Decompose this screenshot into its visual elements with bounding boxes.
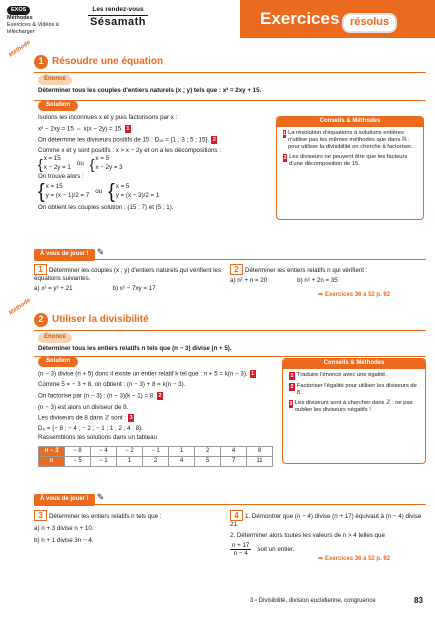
marker: 3 xyxy=(289,400,293,407)
marker: 2 xyxy=(158,393,162,400)
methode-2-title: Utiliser la divisibilité xyxy=(52,313,149,325)
marker: 1 xyxy=(290,372,294,379)
sol1-line3: On détermine les diviseurs positifs de 15 : D₁₅ = {1 ; 3 ; 5 ; 15}. xyxy=(38,136,210,144)
page-number: 83 xyxy=(414,596,423,605)
cm1-item2: Les diviseurs ne peuvent être que les facteurs d'une décomposition de 15. xyxy=(289,154,408,168)
exercise-4-number: 4 xyxy=(230,510,243,521)
methode-2-heading xyxy=(34,313,149,327)
marker: 2 xyxy=(212,137,216,144)
system-c: { x = 15 y = (x − 1)/2 = 7 xyxy=(38,180,90,203)
exos-badge: EXOS xyxy=(7,6,30,15)
enonce-2-label: Énoncé xyxy=(38,333,72,343)
exercises-link-2[interactable]: ➥ Exercices 36 à 52 p. 92 xyxy=(318,556,391,562)
solution-1-body xyxy=(38,114,268,211)
exercises-link-1[interactable]: ➥ Exercices 36 à 52 p. 92 xyxy=(318,292,391,298)
divider xyxy=(34,100,426,101)
exercise-2a: a) n² + n = 20 xyxy=(230,277,268,284)
methode-tag-2: Méthode xyxy=(8,297,32,317)
exercise-2-text: Déterminer les entiers relatifs n qui vérifient : xyxy=(245,267,368,274)
marker: 2 xyxy=(290,383,294,390)
system-a: { x = 15 x − 2y = 1 xyxy=(38,155,71,172)
fraction: n + 17 n − 4 xyxy=(232,541,250,558)
solution-2-body xyxy=(38,370,274,467)
a-vous-de-jouer-2: À vous de jouer ! ✎ xyxy=(34,492,104,506)
sol2-line7: Rassemblons les solutions dans un tableau xyxy=(38,434,158,442)
sol2-line6: D₈ = {− 8 ; − 4 ; − 2 ; − 1 ; 1 ; 2 ; 4 ; 8}. xyxy=(38,424,143,432)
solution-1-label: Solution xyxy=(38,101,78,111)
marker: 2 xyxy=(283,155,287,162)
banner-sub: résolus xyxy=(342,13,397,33)
exercices-banner xyxy=(240,0,435,38)
arrow-right-icon: ➥ xyxy=(318,292,324,298)
enonce-1-label: Énoncé xyxy=(38,75,72,85)
methode-1-title: Résoudre une équation xyxy=(52,55,164,67)
sol1-line5: On trouve alors : xyxy=(38,172,84,180)
marker: 3 xyxy=(129,415,133,422)
exercise-1 xyxy=(34,264,224,293)
exercise-4-part1: 1. Démontrer que (n − 4) divise (n + 17) équivaut à (n − 4) divise 21. xyxy=(230,513,422,528)
conseils-methodes-2 xyxy=(282,358,426,464)
divider xyxy=(34,72,426,73)
rendez-vous-logo xyxy=(88,6,148,36)
system-b: { x = 5 x − 2y = 3 xyxy=(89,155,123,172)
exercise-4-part3: soit un entier. xyxy=(257,545,295,553)
exercise-3-number: 3 xyxy=(34,510,47,521)
enonce-2: Déterminer tous les entiers relatifs n tels que (n − 3) divise (n + 5). xyxy=(38,345,232,352)
sol2-line2: Comme 5 = − 3 + 8, on obtient : (n − 3) + 8 = k(n − 3). xyxy=(38,381,186,389)
sol2-line4: (n − 3) est alors un diviseur de 8. xyxy=(38,403,129,411)
sol2-line3: On factorise par (n − 3) : (n − 3)(k − 1) = 8. xyxy=(38,392,155,400)
arrow-right-icon: ➥ xyxy=(318,556,324,562)
conseils-methodes-1 xyxy=(276,116,424,220)
rdv-line1: Les rendez-vous xyxy=(88,6,148,16)
marker: 1 xyxy=(251,371,255,377)
solutions-table xyxy=(38,446,273,467)
cm1-title: Conseils & Méthodes xyxy=(277,117,423,127)
methode-1-number: 1 xyxy=(34,55,48,69)
footer-chapter: 3 • Divisibilité, division euclidienne, congruence xyxy=(250,598,376,604)
cm2-item2: Factoriser l'égalité pour utiliser les diviseurs de 8. xyxy=(296,382,417,396)
cm2-item1: Traduire l'énoncé avec une égalité. xyxy=(297,371,387,378)
exercise-2b: b) n² + 2n = 35 xyxy=(297,277,338,284)
enonce-1: Déterminer tous les couples d'entiers naturels (x ; y) tels que : x² = 2xy + 15. xyxy=(38,87,262,94)
banner-title: Exercices xyxy=(260,9,340,28)
divider xyxy=(34,330,426,331)
cm1-item1: La résolution d'équations à solutions entières n'utilise pas les mêmes méthodes que dans ℝ : pour utiliser la divisibilité on cherche à factoriser. xyxy=(288,129,413,150)
table-row: n − 3 − 8 − 4 − 2 − 1 1 2 4 8 xyxy=(39,447,273,457)
divider xyxy=(34,259,426,260)
divider xyxy=(34,356,426,357)
exercise-1a: a) x² = y² + 21 xyxy=(34,284,73,292)
solution-2-label: Solution xyxy=(38,357,78,367)
exercise-3 xyxy=(34,510,224,545)
exercise-2 xyxy=(230,264,426,285)
sol1-line6: On obtient les couples solution : (15 ; 7) et (5 ; 1). xyxy=(38,203,174,211)
exercise-3b: b) n + 1 divise 3n − 4. xyxy=(34,536,94,544)
sol2-line1: (n − 3) divise (n + 5) donc il existe un entier relatif k tel que : n + 5 = k(n − 3). xyxy=(38,370,248,378)
ou-label: ou xyxy=(95,187,103,195)
sesamath-logo: Sésamath xyxy=(90,16,146,29)
methode-tag-1: Méthode xyxy=(8,39,32,59)
marker: 1 xyxy=(283,130,287,137)
ou-label: ou xyxy=(76,159,84,167)
exercise-1-text: Déterminer les couples (x ; y) d'entiers naturels qui vérifient les équations suivantes. xyxy=(34,267,222,282)
cm2-item3: Les diviseurs sont à chercher dans ℤ : ne pas oublier les diviseurs négatifs ! xyxy=(294,399,413,414)
exercise-3-text: Déterminer les entiers relatifs n tels que : xyxy=(49,513,162,520)
system-d: { x = 5 y = (x − 3)/2 = 1 xyxy=(108,180,160,203)
sol1-line1: Isolons les inconnues x et y puis factorisons par x : xyxy=(38,114,178,121)
exercise-2-number: 2 xyxy=(230,264,243,275)
methode-2-number: 2 xyxy=(34,313,48,327)
methodes-label: Méthodes xyxy=(7,14,33,21)
exercise-3a: a) n + 3 divise n + 10. xyxy=(34,525,94,532)
exercise-1b: b) x² − 7xy = 17 xyxy=(112,284,156,292)
exercise-1-number: 1 xyxy=(34,264,47,275)
exercise-4-part2: 2. Déterminer alors toutes les valeurs de n > 4 telles que xyxy=(230,531,385,539)
exercise-4 xyxy=(230,510,426,558)
sol1-line2: x² − 2xy = 15 ⇔ x(x − 2y) = 15. xyxy=(38,125,123,133)
a-vous-de-jouer-1: À vous de jouer ! ✎ xyxy=(34,247,104,261)
marker: 1 xyxy=(126,125,130,132)
divider xyxy=(34,504,426,505)
header-exos xyxy=(7,6,75,36)
methode-1-heading xyxy=(34,55,163,69)
sol1-line4: Comme x et y sont positifs : x > x − 2y et on a les décompositions : xyxy=(38,146,221,154)
exos-code: Exercices & Vidéos à télécharger xyxy=(7,22,59,36)
sol2-line5: Les diviseurs de 8 dans ℤ sont : xyxy=(38,414,127,422)
table-row: n − 5 − 1 1 2 4 5 7 11 xyxy=(39,457,273,467)
cm2-title: Conseils & Méthodes xyxy=(283,359,425,369)
